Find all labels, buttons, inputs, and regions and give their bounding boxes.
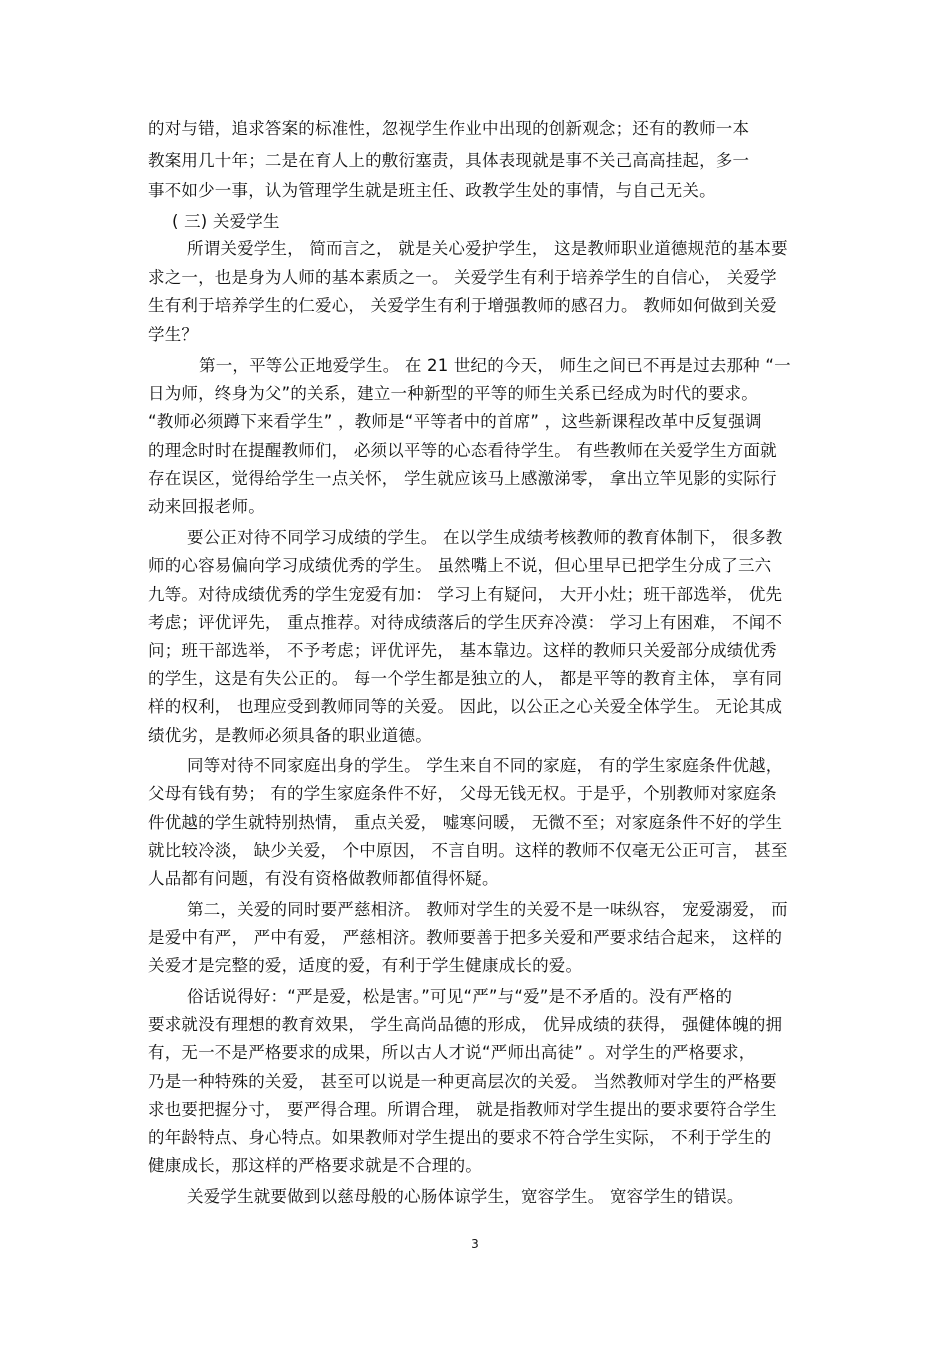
text-line: 件优越的学生就特别热情， 重点关爱， 嘘寒问暖， 无微不至；对家庭条件不好的学生: [148, 813, 783, 832]
text-line: 师的心容易偏向学习成绩优秀的学生。 虽然嘴上不说，但心里早已把学生分成了三六: [148, 556, 772, 575]
text-line: 有，无一不是严格要求的成果，所以古人才说“严师出高徒” 。对学生的严格要求，: [148, 1043, 756, 1062]
text-line: 的学生，这是有失公正的。 每一个学生都是独立的人， 都是平等的教育主体， 享有同: [148, 669, 783, 688]
text-line: 关爱学生就要做到以慈母般的心肠体谅学生，宽容学生。 宽容学生的错误。: [187, 1187, 744, 1206]
text-line: 样的权利， 也理应受到教师同等的关爱。 因此，以公正之心关爱全体学生。 无论其成: [148, 697, 783, 716]
text-line: 九等。对待成绩优秀的学生宠爱有加： 学习上有疑问， 大开小灶；班干部选举， 优先: [148, 585, 783, 604]
text-line: 第二，关爱的同时要严慈相济。 教师对学生的关爱不是一味纵容， 宠爱溺爱， 而: [187, 900, 788, 919]
text-line: 第一，平等公正地爱学生。 在 21 世纪的今天， 师生之间已不再是过去那种 “一: [199, 356, 791, 375]
text-line: 日为师，终身为父”的关系，建立一种新型的平等的师生关系已经成为时代的要求。: [148, 384, 758, 403]
text-line: 学生？: [148, 325, 199, 344]
text-line: 关爱才是完整的爱，适度的爱，有利于学生健康成长的爱。: [148, 956, 583, 975]
text-line: 是爱中有严， 严中有爱， 严慈相济。教师要善于把多关爱和严要求结合起来， 这样的: [148, 928, 783, 947]
text-line: 乃是一种特殊的关爱， 甚至可以说是一种更高层次的关爱。 当然教师对学生的严格要: [148, 1072, 777, 1091]
text-line: 生有利于培养学生的仁爱心， 关爱学生有利于增强教师的感召力。 教师如何做到关爱: [148, 296, 777, 315]
text-line: 求之一，也是身为人师的基本素质之一。 关爱学生有利于培养学生的自信心， 关爱学: [148, 268, 777, 287]
text-line: 就比较冷淡， 缺少关爱， 个中原因， 不言自明。这样的教师不仅毫无公正可言， 甚至: [148, 841, 788, 860]
text-line: 教案用几十年；二是在育人上的敷衍塞责，具体表现就是事不关己高高挂起，多一: [148, 151, 750, 170]
text-line: 人品都有问题，有没有资格做教师都值得怀疑。: [148, 869, 499, 888]
text-line: 父母有钱有势； 有的学生家庭条件不好， 父母无钱无权。于是乎，个别教师对家庭条: [148, 784, 777, 803]
text-line: 动来回报老师。: [148, 497, 265, 516]
text-line: 存在误区，觉得给学生一点关怀， 学生就应该马上感激涕零， 拿出立竿见影的实际行: [148, 469, 777, 488]
text-line: ( 三) 关爱学生: [172, 212, 280, 231]
text-line: 的理念时时在提醒教师们， 必须以平等的心态看待学生。 有些教师在关爱学生方面就: [148, 441, 777, 460]
text-line: 问；班干部选举， 不予考虑；评优评先， 基本靠边。这样的教师只关爱部分成绩优秀: [148, 641, 777, 660]
text-line: 同等对待不同家庭出身的学生。 学生来自不同的家庭， 有的学生家庭条件优越，: [187, 756, 783, 775]
text-line: 求也要把握分寸， 要严得合理。所谓合理， 就是指教师对学生提出的要求要符合学生: [148, 1100, 777, 1119]
text-line: 的年龄特点、身心特点。如果教师对学生提出的要求不符合学生实际， 不利于学生的: [148, 1128, 772, 1147]
text-line: 考虑；评优评先， 重点推荐。对待成绩落后的学生厌弃冷漠： 学习上有困难， 不闻不: [148, 613, 783, 632]
text-line: 事不如少一事，认为管理学生就是班主任、政教学生处的事情，与自己无关。: [148, 181, 716, 200]
text-line: 健康成长，那这样的严格要求就是不合理的。: [148, 1156, 482, 1175]
text-line: 的对与错，追求答案的标准性，忽视学生作业中出现的创新观念；还有的教师一本: [148, 119, 750, 138]
text-line: 俗话说得好：“严是爱，松是害。”可见“严”与“爱”是不矛盾的。没有严格的: [187, 987, 733, 1006]
text-line: 要公正对待不同学习成绩的学生。 在以学生成绩考核教师的教育体制下， 很多教: [187, 528, 783, 547]
page-number: 3: [471, 1237, 479, 1251]
text-line: 所谓关爱学生， 简而言之， 就是关心爱护学生， 这是教师职业道德规范的基本要: [187, 239, 788, 258]
text-line: “教师必须蹲下来看学生” ，教师是“平等者中的首席” ，这些新课程改革中反复强调: [148, 412, 762, 431]
text-line: 要求就没有理想的教育效果， 学生高尚品德的形成， 优异成绩的获得， 强健体魄的拥: [148, 1015, 783, 1034]
text-line: 绩优劣，是教师必须具备的职业道德。: [148, 726, 432, 745]
